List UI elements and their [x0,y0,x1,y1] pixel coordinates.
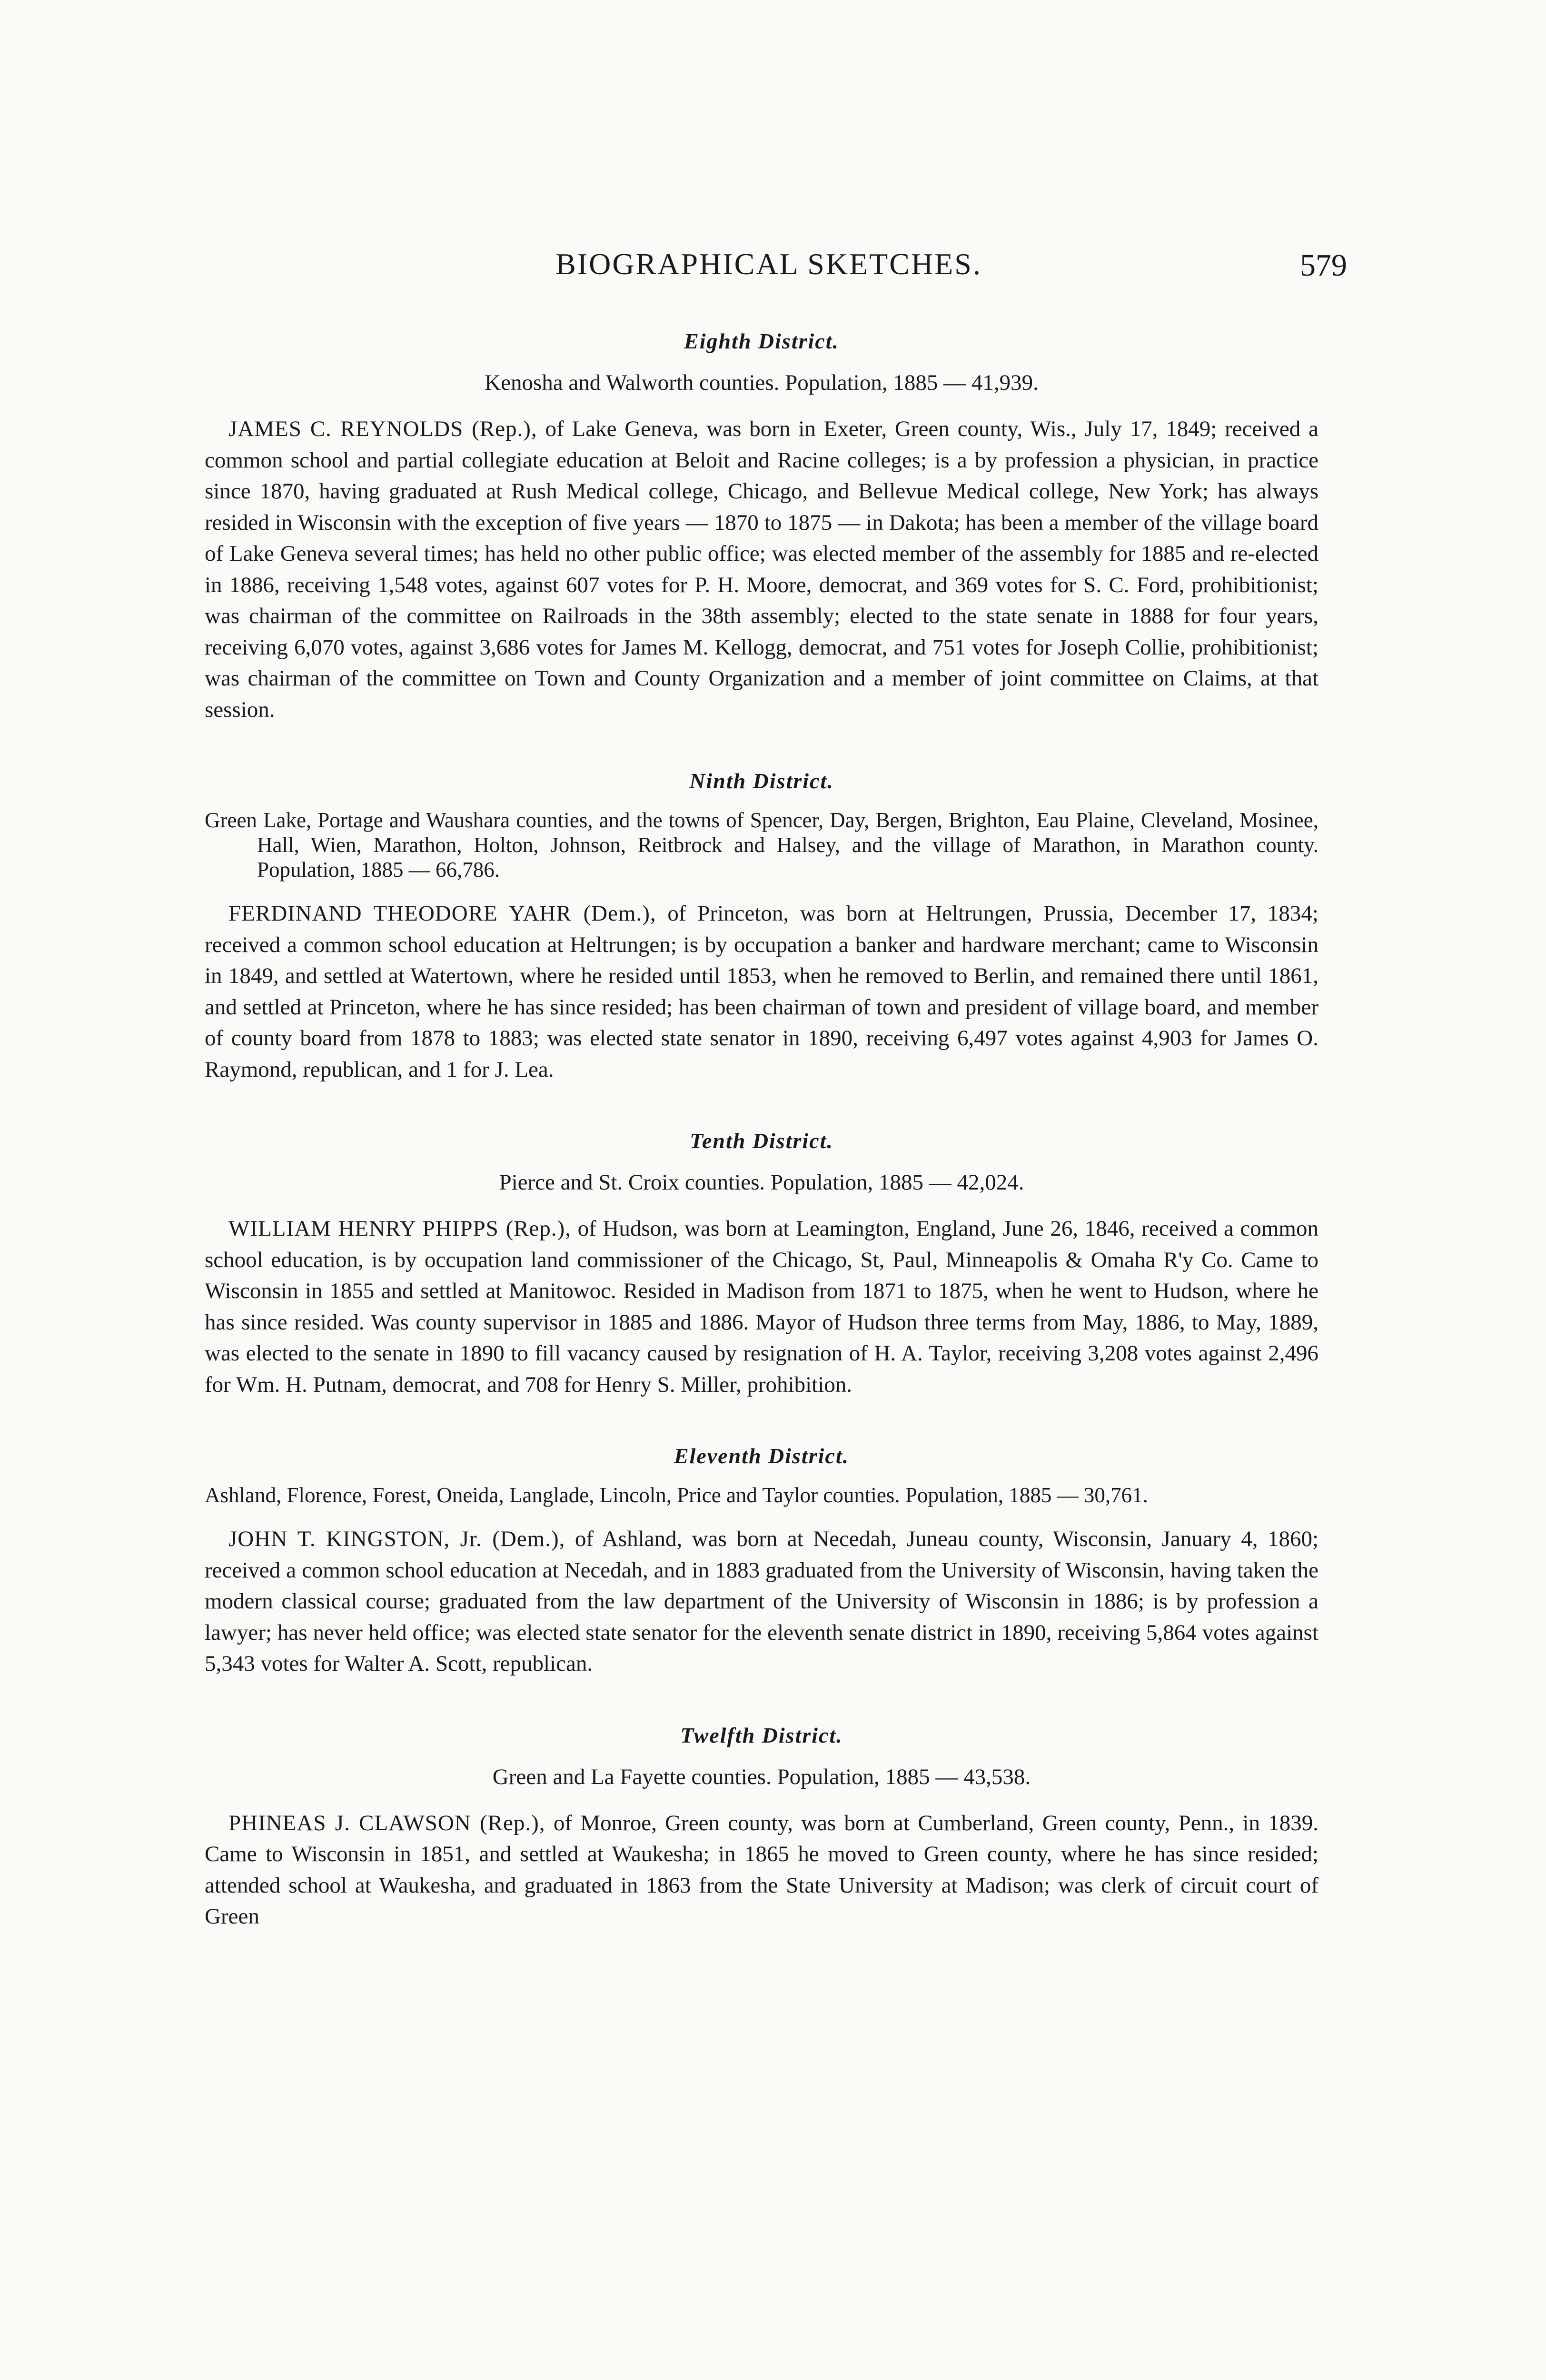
biography-paragraph [205,1524,1318,1680]
district-counties: Green Lake, Portage and Waushara counties, and the towns of Spencer, Day, Bergen, Brighton, Eau Plaine, Cleveland, Mosinee, Hall, Wien, Marathon, Holton, Johnson, Reitbrock and Halsey, and the village of Marathon, in Marathon county. Population, 1885 — 66,786. [205,808,1318,882]
biography-paragraph [205,414,1318,725]
section-eleventh-district [205,1443,1318,1680]
senator-name: JAMES C. REYNOLDS (Rep.), [228,416,537,441]
section-ninth-district [205,768,1318,1085]
district-counties: Pierce and St. Croix counties. Population, 1885 — 42,024. [499,1170,1024,1195]
district-counties: Kenosha and Walworth counties. Population, 1885 — 41,939. [485,370,1039,395]
biography-paragraph [205,898,1318,1085]
district-counties: Ashland, Florence, Forest, Oneida, Langlade, Lincoln, Price and Taylor counties. Population, 1885 — 30,761. [205,1483,1148,1507]
senator-name: FERDINAND THEODORE YAHR (Dem.), [228,901,656,926]
district-heading: Eighth District. [684,329,839,353]
biography-text: of Hudson, was born at Leamington, England, June 26, 1846, received a common school education, is by occupation land commissioner of the Chicago, St, Paul, Minneapolis & Omaha R'y Co. Came to Wisconsin in 1855 and settled at Manitowoc. Resided in Madison from 1871 to 1875, when he went to Hudson, where he has since resided. Was county supervisor in 1885 and 1886. Mayor of Hudson three terms from May, 1886, to May, 1889, was elected to the senate in 1890 to fill vacancy caused by resignation of H. A. Taylor, receiving 3,208 votes against 2,496 for Wm. H. Putnam, democrat, and 708 for Henry S. Miller, prohibition. [205,1216,1318,1397]
section-twelfth-district [205,1723,1318,1933]
biography-text: of Lake Geneva, was born in Exeter, Green county, Wis., July 17, 1849; received a common school and partial collegiate education at Beloit and Racine colleges; is a by profession a physician, in practice since 1870, having graduated at Rush Medical college, Chicago, and Bellevue Medical college, New York; has always resided in Wisconsin with the exception of five years — 1870 to 1875 — in Dakota; has been a member of the village board of Lake Geneva several times; has held no other public office; was elected member of the assembly for 1885 and re-elected in 1886, receiving 1,548 votes, against 607 votes for P. H. Moore, democrat, and 369 votes for S. C. Ford, prohibitionist; was chairman of the committee on Railroads in the 38th assembly; elected to the state senate in 1888 for four years, receiving 6,070 votes, against 3,686 votes for James M. Kellogg, democrat, and 751 votes for Joseph Collie, prohibitionist; was chairman of the committee on Town and County Organization and a member of joint committee on Claims, at that session. [205,416,1318,722]
biography-text: of Monroe, Green county, was born at Cumberland, Green county, Penn., in 1839. Came to Wisconsin in 1851, and settled at Waukesha; in 1865 he moved to Green county, where he has since resided; attended school at Waukesha, and graduated in 1863 from the State University at Madison; was clerk of circuit court of Green [205,1810,1318,1929]
running-head [205,247,1347,289]
biography-paragraph [205,1808,1318,1933]
biography-paragraph [205,1213,1318,1400]
section-tenth-district [205,1128,1318,1400]
senator-name: JOHN T. KINGSTON, Jr. (Dem.), [228,1527,565,1551]
senator-name: PHINEAS J. CLAWSON (Rep.), [228,1810,545,1835]
page-content [205,328,1318,1975]
biography-text: of Princeton, was born at Heltrungen, Prussia, December 17, 1834; received a common school education at Heltrungen; is by occupation a banker and hardware merchant; came to Wisconsin in 1849, and settled at Watertown, where he resided until 1853, when he removed to Berlin, and remained there until 1861, and settled at Princeton, where he has since resided; has been chairman of town and president of village board, and member of county board from 1878 to 1883; was elected state senator in 1890, receiving 6,497 votes against 4,903 for James O. Raymond, republican, and 1 for J. Lea. [205,901,1318,1082]
district-heading: Twelfth District. [680,1723,843,1747]
senator-name: WILLIAM HENRY PHIPPS (Rep.), [228,1216,571,1241]
page-title: BIOGRAPHICAL SKETCHES. [555,247,982,281]
page-number: 579 [1300,248,1347,283]
district-counties: Green and La Fayette counties. Population, 1885 — 43,538. [492,1764,1031,1789]
district-heading: Tenth District. [690,1129,833,1153]
biography-text: of Ashland, was born at Necedah, Juneau county, Wisconsin, January 4, 1860; received a common school education at Necedah, and in 1883 graduated from the University of Wisconsin, having taken the modern classical course; graduated from the law department of the University of Wisconsin in 1886; is by profession a lawyer; has never held office; was elected state senator for the eleventh senate district in 1890, receiving 5,864 votes against 5,343 votes for Walter A. Scott, republican. [205,1527,1318,1676]
district-heading: Eleventh District. [674,1444,850,1468]
section-eighth-district [205,328,1318,725]
district-heading: Ninth District. [689,769,834,793]
